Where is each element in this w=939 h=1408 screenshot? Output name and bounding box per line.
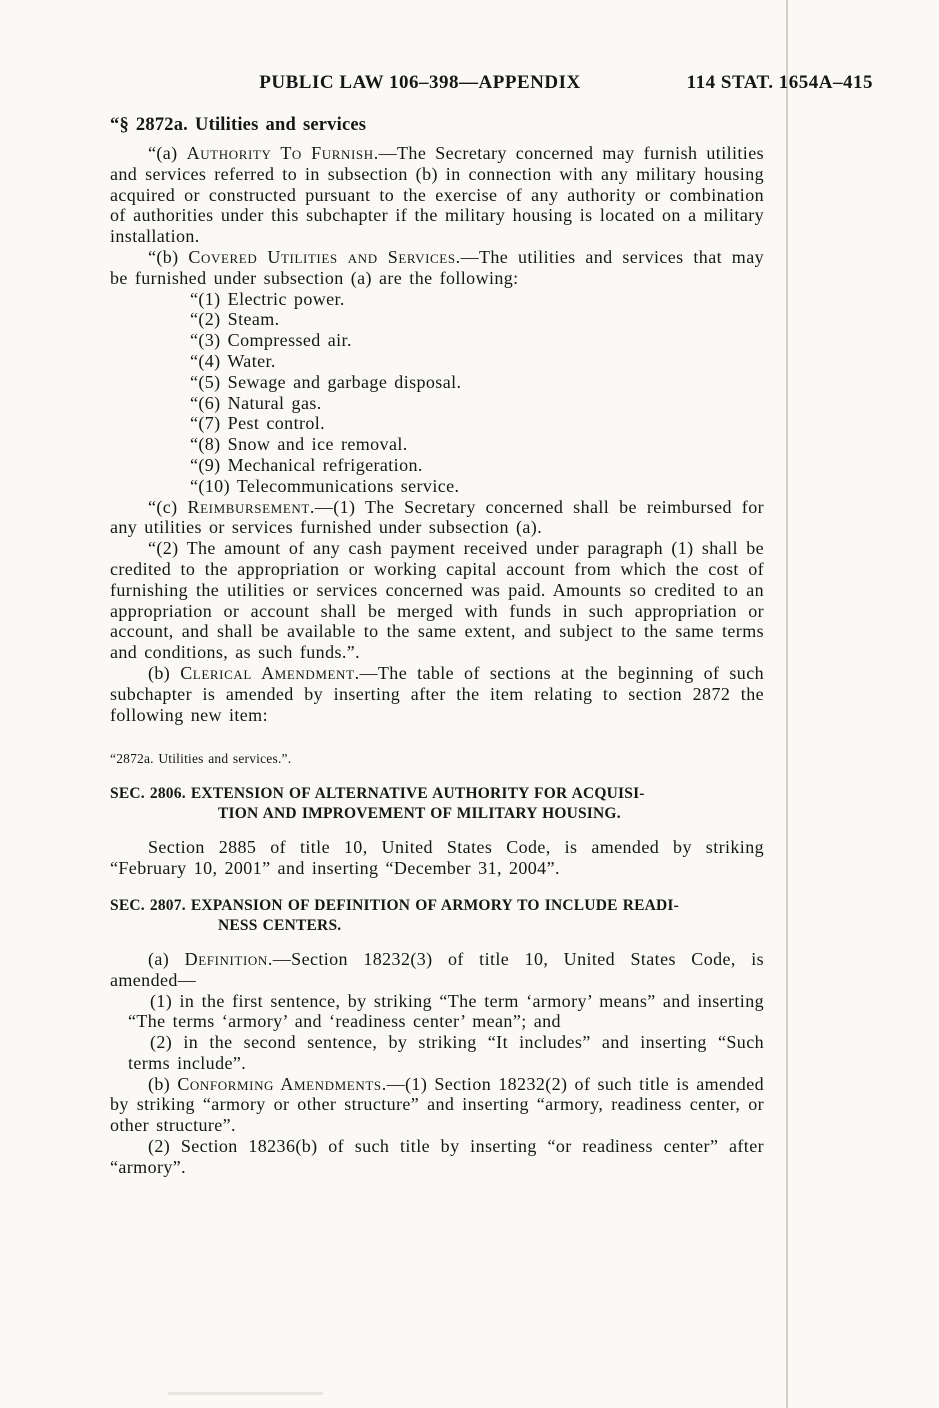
list-item: “(9) Mechanical refrigeration. (190, 454, 423, 475)
text-run: “(c) (148, 496, 188, 517)
list-item: “(7) Pest control. (190, 413, 326, 434)
sec-2807-heading (110, 896, 764, 936)
paragraph-b-covered-utilities (110, 247, 764, 289)
list-item: “(1) Electric power. (190, 288, 345, 309)
document-body (110, 114, 764, 1178)
paragraph-c-reimbursement (110, 497, 764, 539)
section-2872a-heading: “§ 2872a. Utilities and services (110, 115, 367, 135)
sec-2806-body: Section 2885 of title 10, United States Code, is amended by striking “February 10, 2001” and inserting “December 31, 2004”. (110, 837, 764, 879)
sec-2807-paragraph-b2: (2) Section 18236(b) of such title by inserting “or readiness center” after “armory”. (110, 1136, 764, 1177)
smallcaps-run: Reimbursement (187, 496, 310, 517)
paragraph-a-authority (110, 143, 764, 247)
list-item: “(2) Steam. (190, 309, 280, 330)
header-stat-ref: 114 STAT. 1654A–415 (686, 72, 873, 93)
text-run: .—(1) Section 18232(2) of such title is amended by striking “armory or other structure” and inserting “armory, readiness center, or other structure”. (110, 1073, 764, 1136)
text-run: (b) (148, 662, 181, 683)
text-run: .—The table of sections at the beginning of such subchapter is amended by inserting after the item relating to section 2872 the following new item: (110, 662, 764, 725)
paragraph-c2-cash-payment: “(2) The amount of any cash payment received under paragraph (1) shall be credited to the appropriation or working capital account from which the cost of furnishing the utilities or services concerned was paid. Amounts so credited to an appropriation or account shall be merged with funds in such appropriation or account, and shall be available to the same extent, and subject to the same terms and conditions, as such funds.”. (110, 538, 764, 663)
scan-smudge-artifact (168, 1392, 323, 1395)
sec-2807-item-1: (1) in the first sentence, by striking “The term ‘armory’ means” and inserting “The terms ‘armory’ and ‘readiness center’ mean”; and (128, 990, 764, 1032)
text-run: .—(1) The Secretary concerned shall be reimbursed for any utilities or services furnished under subsection (a). (110, 496, 764, 538)
smallcaps-run: Authority To Furnish (186, 143, 374, 163)
sec-title-line: EXPANSION OF DEFINITION OF ARMORY TO INCLUDE READI- (190, 896, 680, 914)
list-item: “(5) Sewage and garbage disposal. (190, 371, 462, 392)
covered-utilities-list (190, 289, 764, 497)
sec-title-line: EXTENSION OF ALTERNATIVE AUTHORITY FOR ACQUISI- (190, 785, 645, 803)
table-of-sections-entry: “2872a. Utilities and services.”. (110, 751, 292, 767)
smallcaps-run: Clerical Amendment (180, 662, 355, 683)
list-item: “(4) Water. (190, 350, 276, 371)
text-run: (a) (148, 948, 185, 969)
list-item: “(3) Compressed air. (190, 330, 352, 351)
sec-2807-paragraph-b-conforming (110, 1074, 764, 1136)
text-run: (b) (148, 1073, 178, 1094)
sec-2807-paragraph-a-definition (110, 949, 764, 991)
page-header (0, 72, 939, 98)
sec-2806-heading (110, 784, 764, 824)
sec-label: SEC. 2807. (110, 896, 186, 914)
list-item: “(10) Telecommunications service. (190, 475, 460, 496)
header-law-title: PUBLIC LAW 106–398—APPENDIX (259, 72, 581, 93)
text-run: .—The utilities and services that may be furnished under subsection (a) are the following: (110, 246, 764, 288)
smallcaps-run: Definition (184, 948, 268, 969)
text-run: “(b) (148, 246, 189, 267)
list-item: “(6) Natural gas. (190, 392, 322, 413)
smallcaps-run: Conforming Amendments (177, 1073, 382, 1094)
list-item: “(8) Snow and ice removal. (190, 434, 408, 455)
sec-label: SEC. 2806. (110, 785, 186, 803)
text-run: “(a) (148, 143, 187, 163)
smallcaps-run: Covered Utilities and Services (188, 246, 456, 267)
sec-2807-item-2: (2) in the second sentence, by striking “It includes” and inserting “Such terms include”. (128, 1032, 764, 1073)
paragraph-clerical-amendment (110, 663, 764, 725)
sec-title-line: TION AND IMPROVEMENT OF MILITARY HOUSING. (218, 805, 621, 823)
scan-edge-line (786, 0, 788, 1408)
text-run: .—Section 18232(3) of title 10, United States Code, is amended— (110, 948, 764, 990)
sec-title-line: NESS CENTERS. (218, 916, 342, 934)
text-run: .—The Secretary concerned may furnish utilities and services referred to in subsection (b) in connection with any military housing acquired or constructed pursuant to the exercise of any authority or combination of authorities under this subchapter if the military housing is located on a military installation. (110, 143, 765, 247)
